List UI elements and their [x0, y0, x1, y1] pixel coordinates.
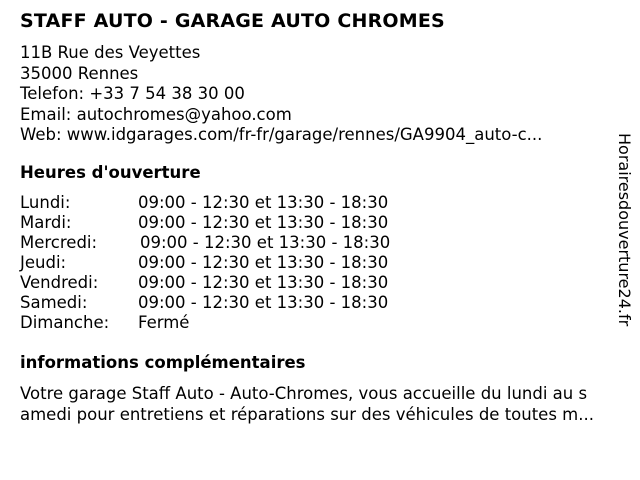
day-hours: 09:00 - 12:30 et 13:30 - 18:30 [138, 213, 389, 232]
day-label: Lundi: [20, 193, 71, 212]
address-line-street: 11B Rue des Veyettes [20, 43, 201, 62]
day-hours: 09:00 - 12:30 et 13:30 - 18:30 [140, 233, 391, 252]
day-label: Mercredi: [20, 233, 98, 252]
day-label: Vendredi: [20, 273, 99, 292]
phone-number[interactable]: Telefon: +33 7 54 38 30 00 [20, 84, 245, 103]
day-hours: 09:00 - 12:30 et 13:30 - 18:30 [138, 273, 389, 292]
info-line: Votre garage Staff Auto - Auto-Chromes, vous accueille du lundi au s [20, 384, 588, 403]
info-heading: informations complémentaires [20, 353, 306, 372]
contact-block [20, 43, 542, 146]
day-hours: 09:00 - 12:30 et 13:30 - 18:30 [138, 193, 389, 212]
website-link[interactable]: Web: www.idgarages.com/fr-fr/garage/rennes/GA9904_auto-c... [20, 125, 543, 144]
day-hours: 09:00 - 12:30 et 13:30 - 18:30 [138, 293, 389, 312]
email-address[interactable]: Email: autochromes@yahoo.com [20, 104, 292, 124]
hours-heading: Heures d'ouverture [20, 163, 201, 182]
day-hours: 09:00 - 12:30 et 13:30 - 18:30 [138, 253, 389, 272]
info-description [20, 384, 626, 425]
day-label: Samedi: [20, 293, 88, 312]
watermark-text: Horairesdouverture24.fr [615, 133, 634, 327]
day-label: Mardi: [20, 213, 72, 232]
info-line: amedi pour entretiens et réparations sur des véhicules de toutes m... [20, 404, 594, 424]
day-hours: Fermé [138, 313, 190, 332]
day-label: Dimanche: [20, 313, 110, 332]
address-line-city: 35000 Rennes [20, 63, 139, 83]
day-label: Jeudi: [20, 253, 67, 272]
business-name: STAFF AUTO - GARAGE AUTO CHROMES [20, 10, 445, 32]
